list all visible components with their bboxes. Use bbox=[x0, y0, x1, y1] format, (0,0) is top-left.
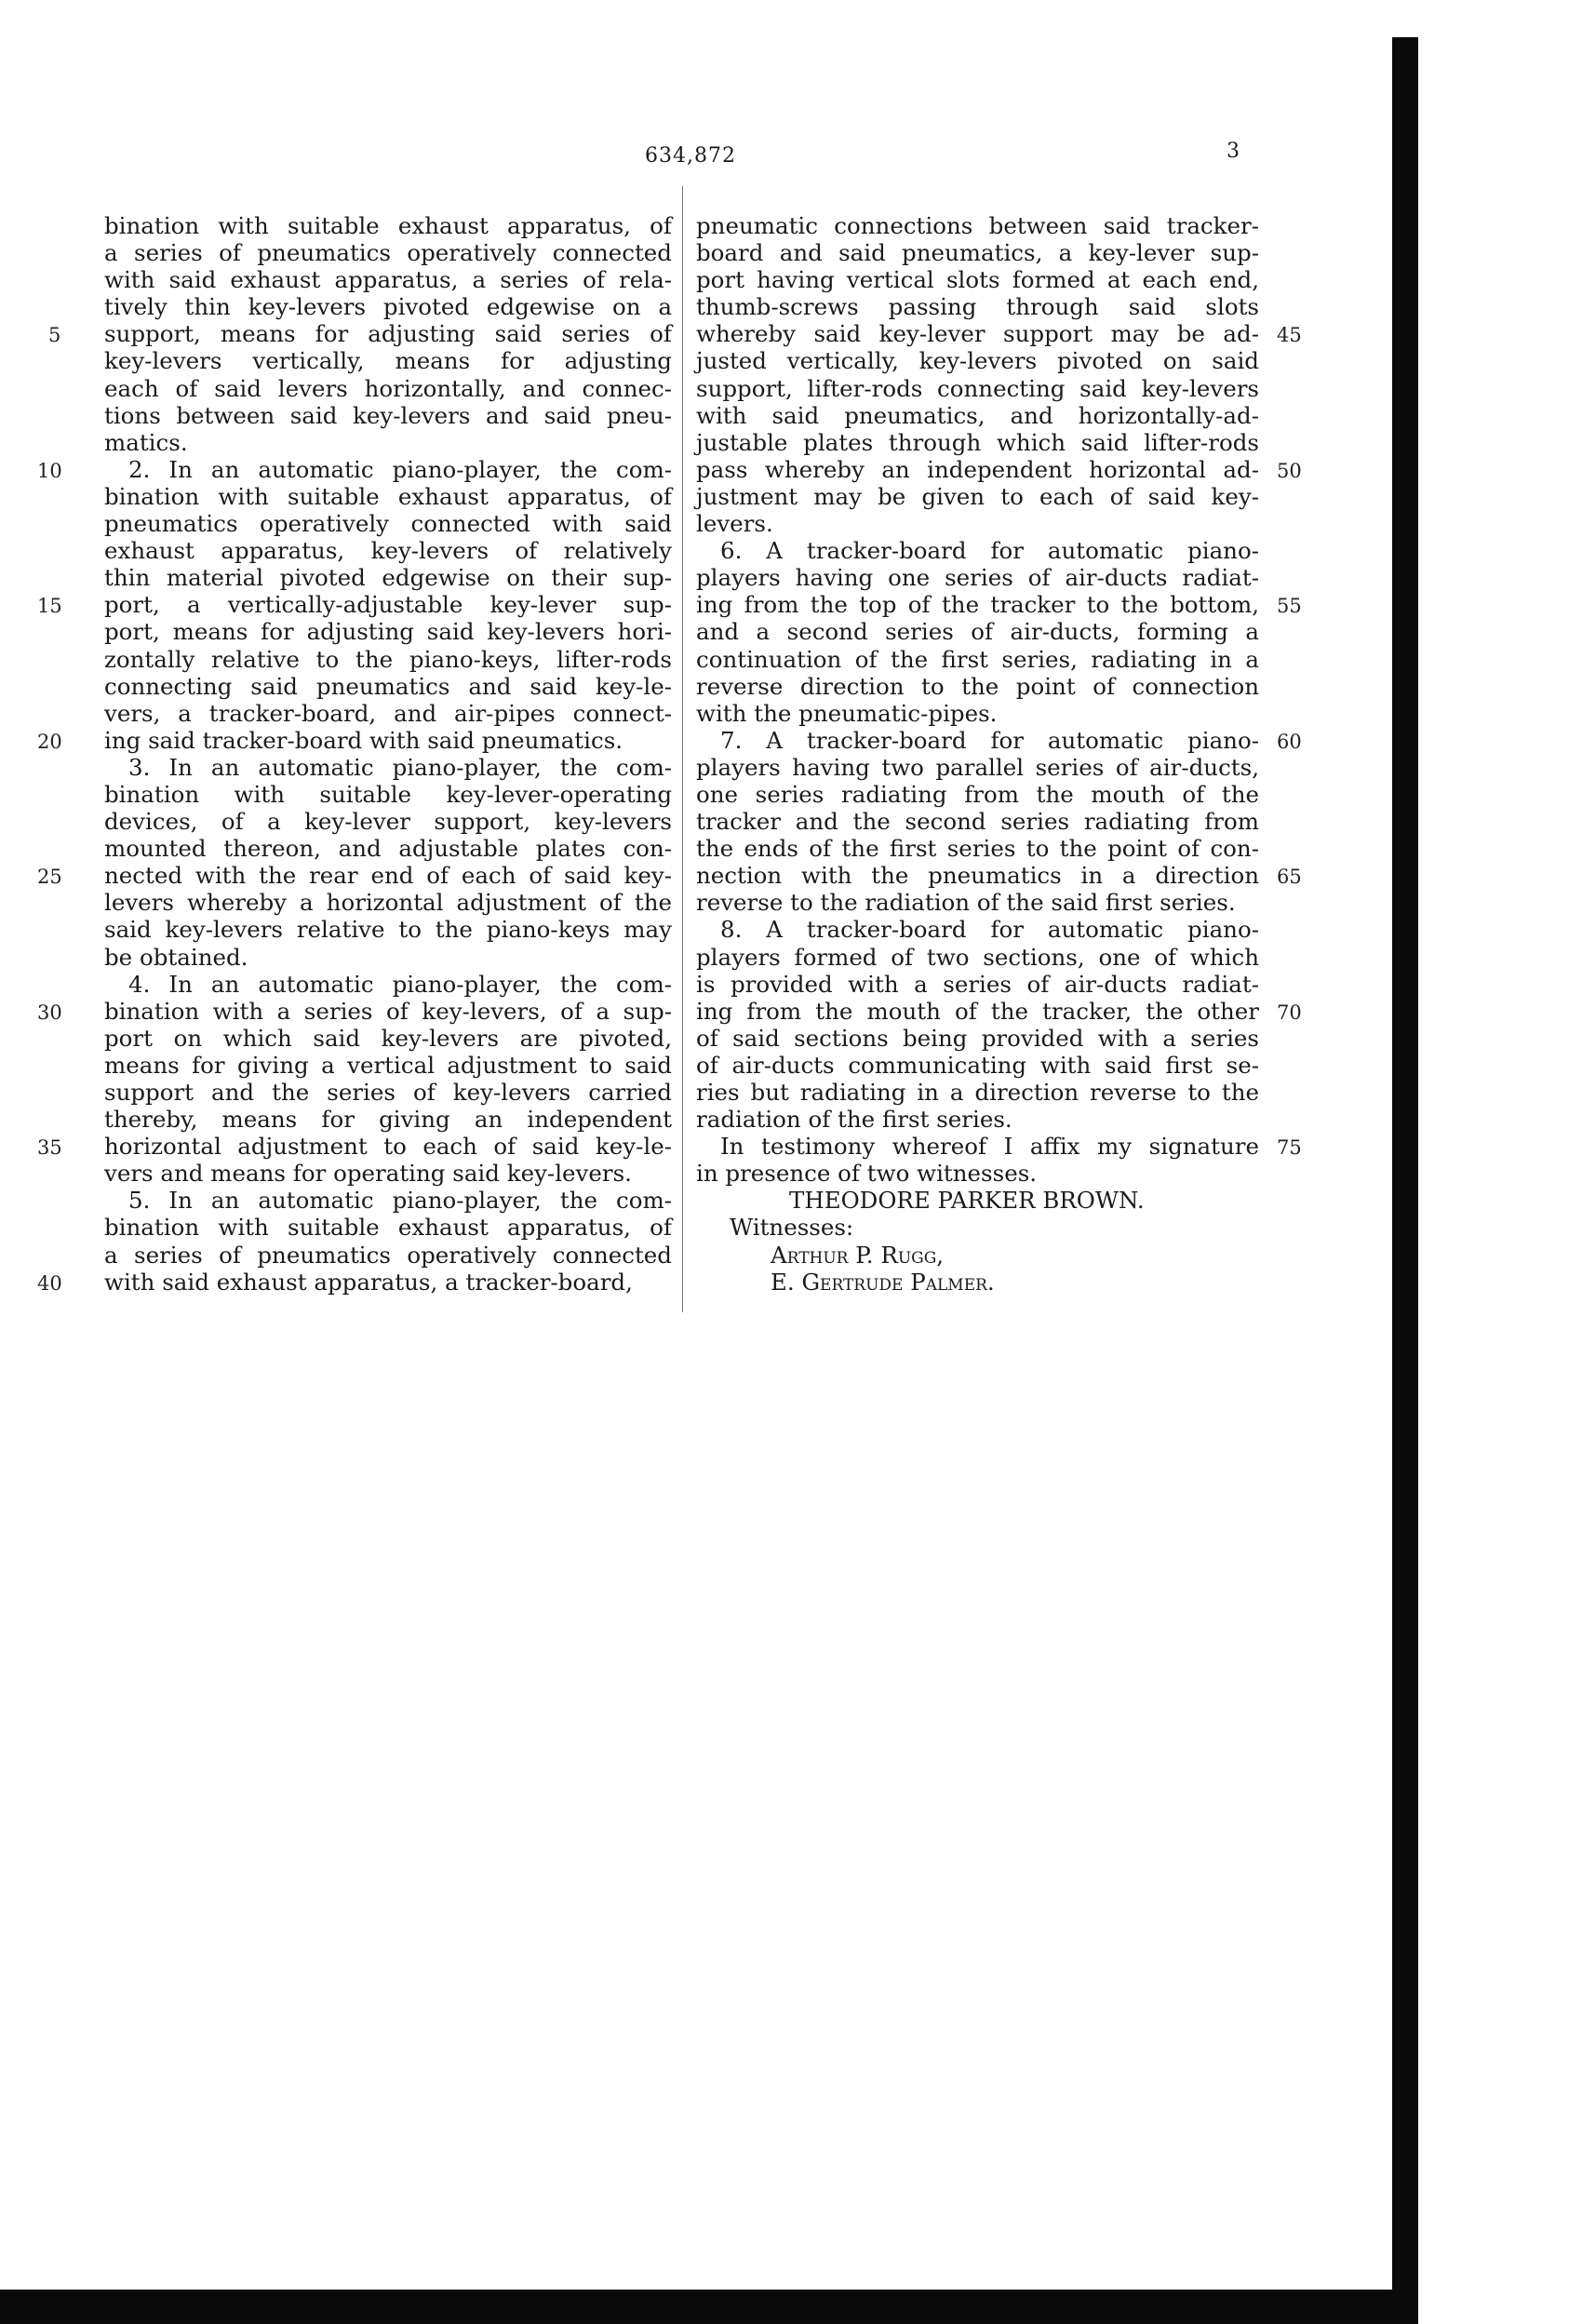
left-text-line: exhaust apparatus, key-levers of relatively bbox=[104, 537, 672, 565]
left-column bbox=[104, 212, 672, 1296]
right-text-line: levers. bbox=[696, 510, 773, 538]
right-text-line: justment may be given to each of said key- bbox=[696, 482, 1259, 510]
right-text-line: one series radiating from the mouth of the bbox=[696, 780, 1259, 808]
right-text-line: 6. A tracker-board for automatic piano- bbox=[720, 537, 1259, 565]
left-text-line: bination with suitable exhaust apparatus, of bbox=[104, 1214, 672, 1242]
left-text-line: bination with suitable key-lever-operating bbox=[104, 780, 672, 808]
left-text-line: levers whereby a horizontal adjustment of the bbox=[104, 889, 672, 917]
scan-border-bottom bbox=[0, 2290, 1418, 2324]
left-text-line: tively thin key-levers pivoted edgewise on a bbox=[104, 293, 672, 321]
left-text-line: said key-levers relative to the piano-keys may bbox=[104, 916, 672, 944]
left-text-line: tions between said key-levers and said pneu- bbox=[104, 401, 672, 429]
line-number-left: 10 bbox=[37, 459, 62, 482]
left-text-line: matics. bbox=[104, 428, 188, 456]
right-text-line: justed vertically, key-levers pivoted on said bbox=[696, 347, 1259, 375]
right-text-line: ing from the top of the tracker to the bottom, bbox=[696, 591, 1259, 619]
left-text-line: 4. In an automatic piano-player, the com- bbox=[128, 970, 672, 998]
right-text-line: 7. A tracker-board for automatic piano- bbox=[720, 726, 1259, 754]
left-text-line: devices, of a key-lever support, key-levers bbox=[104, 808, 672, 836]
left-text-line: nected with the rear end of each of said key- bbox=[104, 862, 672, 890]
right-text-line: whereby said key-lever support may be ad- bbox=[696, 320, 1259, 348]
right-text-line: Arthur P. Rugg, bbox=[771, 1241, 945, 1269]
right-text-line: pneumatic connections between said tracker- bbox=[696, 212, 1259, 239]
left-text-line: vers, a tracker-board, and air-pipes connect- bbox=[104, 699, 672, 727]
left-text-line: vers and means for operating said key-levers. bbox=[104, 1160, 632, 1188]
left-text-line: ing said tracker-board with said pneumatics. bbox=[104, 726, 623, 754]
left-text-line: each of said levers horizontally, and connec- bbox=[104, 374, 672, 402]
line-number-left: 35 bbox=[37, 1136, 62, 1160]
line-number-left: 30 bbox=[37, 1001, 62, 1024]
left-text-line: with said exhaust apparatus, a series of rela- bbox=[104, 266, 672, 294]
scan-border-right bbox=[1392, 37, 1418, 2324]
right-text-line: pass whereby an independent horizontal ad- bbox=[696, 455, 1259, 483]
right-text-line: is provided with a series of air-ducts radiat- bbox=[696, 970, 1259, 998]
left-text-line: horizontal adjustment to each of said key-le- bbox=[104, 1133, 672, 1161]
left-text-line: bination with suitable exhaust apparatus, of bbox=[104, 212, 672, 239]
left-text-line: key-levers vertically, means for adjusting bbox=[104, 347, 672, 375]
left-text-line: support, means for adjusting said series of bbox=[104, 320, 672, 348]
left-text-line: connecting said pneumatics and said key-le- bbox=[104, 672, 672, 700]
left-text-line: bination with a series of key-levers, of a sup- bbox=[104, 997, 672, 1025]
right-text-line: reverse direction to the point of connection bbox=[696, 672, 1259, 700]
right-text-line: players having two parallel series of air-ducts, bbox=[696, 753, 1259, 781]
right-text-line: with the pneumatic-pipes. bbox=[696, 699, 998, 727]
right-text-line: tracker and the second series radiating from bbox=[696, 808, 1259, 836]
right-text-line: ries but radiating in a direction reverse to the bbox=[696, 1079, 1259, 1106]
line-number-right: 50 bbox=[1277, 459, 1302, 482]
right-text-line: justable plates through which said lifter-rods bbox=[696, 428, 1259, 456]
patent-number: 634,872 bbox=[645, 144, 736, 168]
left-text-line: bination with suitable exhaust apparatus, of bbox=[104, 482, 672, 510]
right-text-line: THEODORE PARKER BROWN. bbox=[789, 1187, 1145, 1215]
right-text-line: Witnesses: bbox=[730, 1214, 854, 1242]
right-text-line: and a second series of air-ducts, forming a bbox=[696, 618, 1259, 646]
right-text-line: players formed of two sections, one of which bbox=[696, 943, 1259, 971]
left-text-line: port, means for adjusting said key-levers hori- bbox=[104, 618, 672, 646]
left-text-line: a series of pneumatics operatively connected bbox=[104, 239, 672, 267]
left-text-line: pneumatics operatively connected with said bbox=[104, 510, 672, 538]
line-number-right: 60 bbox=[1277, 730, 1302, 753]
right-text-line: of air-ducts communicating with said first se- bbox=[696, 1051, 1259, 1079]
right-text-line: in presence of two witnesses. bbox=[696, 1160, 1038, 1188]
right-column bbox=[696, 212, 1259, 1296]
line-number-left: 20 bbox=[37, 730, 62, 753]
right-text-line: In testimony whereof I affix my signature bbox=[720, 1133, 1259, 1161]
sheet-number: 3 bbox=[1227, 140, 1240, 163]
right-text-line: reverse to the radiation of the said first series. bbox=[696, 889, 1236, 917]
right-text-line: ing from the mouth of the tracker, the other bbox=[696, 997, 1259, 1025]
left-text-line: zontally relative to the piano-keys, lifter-rods bbox=[104, 645, 672, 673]
right-text-line: players having one series of air-ducts radiat- bbox=[696, 564, 1259, 592]
right-text-line: continuation of the first series, radiating in a bbox=[696, 645, 1259, 673]
right-text-line: 8. A tracker-board for automatic piano- bbox=[720, 916, 1259, 944]
right-text-line: port having vertical slots formed at each end, bbox=[696, 266, 1259, 294]
right-text-line: with said pneumatics, and horizontally-ad- bbox=[696, 401, 1259, 429]
right-text-line: board and said pneumatics, a key-lever sup- bbox=[696, 239, 1259, 267]
left-text-line: a series of pneumatics operatively connected bbox=[104, 1241, 672, 1269]
left-text-line: thin material pivoted edgewise on their sup- bbox=[104, 564, 672, 592]
line-number-left: 25 bbox=[37, 866, 62, 889]
line-number-right: 75 bbox=[1277, 1136, 1302, 1160]
left-text-line: be obtained. bbox=[104, 943, 248, 971]
right-text-line: the ends of the first series to the point of con- bbox=[696, 835, 1259, 863]
line-number-right: 55 bbox=[1277, 595, 1302, 618]
left-text-line: mounted thereon, and adjustable plates con- bbox=[104, 835, 672, 863]
line-number-left: 5 bbox=[48, 324, 61, 347]
left-text-line: port, a vertically-adjustable key-lever sup- bbox=[104, 591, 672, 619]
line-number-right: 70 bbox=[1277, 1001, 1302, 1024]
right-text-line: E. Gertrude Palmer. bbox=[771, 1268, 995, 1296]
right-text-line: radiation of the first series. bbox=[696, 1106, 1012, 1134]
line-number-left: 40 bbox=[37, 1271, 62, 1295]
line-number-left: 15 bbox=[37, 595, 62, 618]
left-text-line: thereby, means for giving an independent bbox=[104, 1106, 672, 1134]
right-text-line: of said sections being provided with a series bbox=[696, 1024, 1259, 1052]
right-text-line: support, lifter-rods connecting said key-levers bbox=[696, 374, 1259, 402]
line-number-right: 65 bbox=[1277, 866, 1302, 889]
left-text-line: 2. In an automatic piano-player, the com- bbox=[128, 455, 672, 483]
left-text-line: 3. In an automatic piano-player, the com- bbox=[128, 753, 672, 781]
left-text-line: port on which said key-levers are pivoted, bbox=[104, 1024, 672, 1052]
left-text-line: 5. In an automatic piano-player, the com- bbox=[128, 1187, 672, 1215]
line-number-right: 45 bbox=[1277, 324, 1302, 347]
right-text-line: nection with the pneumatics in a direction bbox=[696, 862, 1259, 890]
column-divider bbox=[682, 186, 683, 1312]
left-text-line: support and the series of key-levers carried bbox=[104, 1079, 672, 1106]
left-text-line: means for giving a vertical adjustment to said bbox=[104, 1051, 672, 1079]
right-text-line: thumb-screws passing through said slots bbox=[696, 293, 1259, 321]
left-text-line: with said exhaust apparatus, a tracker-board, bbox=[104, 1268, 633, 1296]
